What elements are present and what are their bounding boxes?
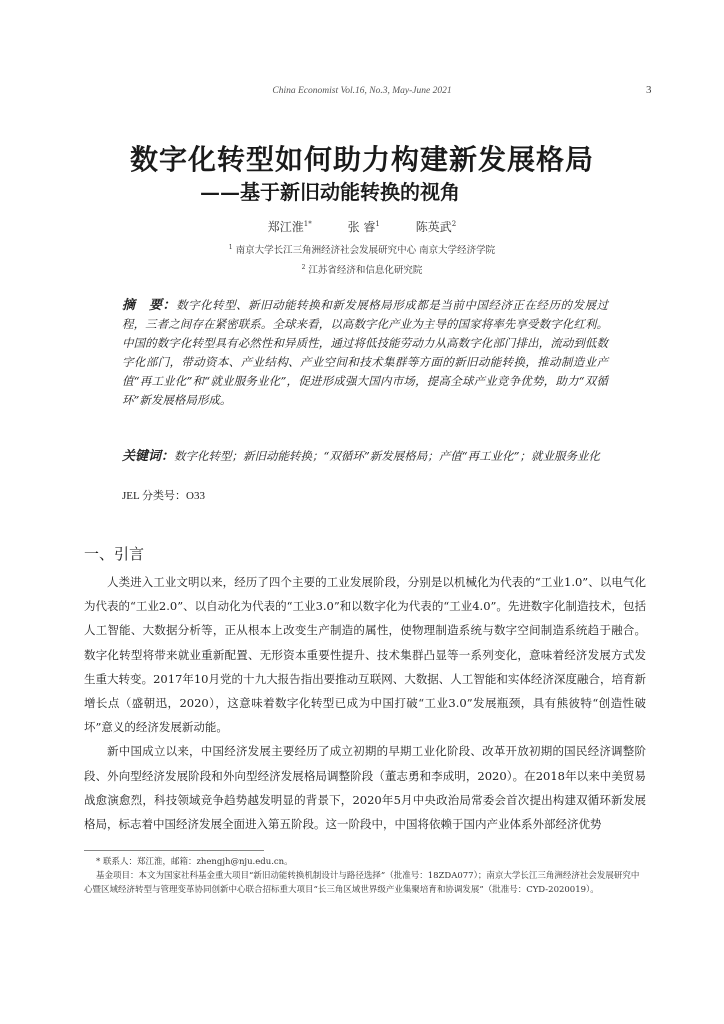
author-list [0, 218, 724, 235]
page-number: 3 [646, 84, 652, 96]
keywords [122, 447, 608, 466]
affiliation-text: 南京大学长江三角洲经济社会发展研究中心 南京大学经济学院 [235, 245, 496, 256]
abstract [122, 296, 608, 410]
abstract-label: 摘 要： [122, 298, 177, 313]
keywords-text: 数字化转型；新旧动能转换；“双循环”新发展格局；产值“再工业化”；就业服务业化 [174, 449, 601, 463]
paragraph: 新中国成立以来，中国经济发展主要经历了成立初期的早期工业化阶段、改革开放初期的国民经济调整阶段、外向型经济发展阶段和外向型经济发展格局调整阶段（董志勇和李成明，2020）。在2018年以来中美贸易战愈演愈烈，科技领域竞争趋势越发明显的背景下，2020年5月中央政治局常委会首次提出构建双循环新发展格局，标志着中国经济发展全面进入第五阶段。这一阶段中，中国将依赖于国内产业体系外部经济优势 [84, 744, 646, 832]
author-name: 张 睿 [347, 220, 376, 234]
running-head: China Economist Vol.16, No.3, May-June 2021 [272, 86, 452, 96]
paragraph: 人类进入工业文明以来，经历了四个主要的工业发展阶段，分别是以机械化为代表的“工业1.0”、以电气化为代表的“工业2.0”、以自动化为代表的“工业3.0”和以数字化为代表的“工业4.0”。先进数字化制造技术，包括人工智能、大数据分析等，正从根本上改变生产制造的属性，使物理制造系统与数字空间制造系统趋于融合。数字化转型将带来就业重新配置、无形资本重要性提升、技术集群凸显等一系列变化，意味着经济发展方式发生重大转变。2017年10月党的十九大报告指出要推动互联网、大数据、人工智能和实体经济深度融合，培育新增长点（盛朝迅，2020），这意味着数字化转型已成为中国打破“工业3.0”发展瓶颈，具有熊彼特“创造性破坏”意义的经济发展新动能。 [84, 575, 646, 735]
author-name: 陈英武 [415, 220, 452, 234]
affiliation-sup: 1 [228, 243, 233, 251]
author-sup: 1 [375, 220, 380, 228]
author [416, 220, 456, 234]
affiliation-text: 江苏省经济和信息化研究院 [308, 265, 423, 276]
paper-subtitle: ——基于新旧动能转换的视角 [200, 180, 460, 204]
footnote-divider [84, 850, 264, 851]
jel-code: JEL 分类号：O33 [122, 490, 206, 502]
author-sup: 2 [451, 220, 457, 228]
affiliation [0, 242, 724, 256]
author [348, 220, 380, 234]
abstract-text: 数字化转型、新旧动能转换和新发展格局形成都是当前中国经济正在经历的发展过程，三者之间存在紧密联系。全球来看，以高数字化产业为主导的国家将率先享受数字化红利。中国的数字化转型具有必然性和异质性，通过将低技能劳动力从高数字化部门排出，流动到低数字化部门，带动资本、产业结构、产业空间和技术集群等方面的新旧动能转换，推动制造业产值“再工业化”和“就业服务业化”，促进形成强大国内市场，提高全球产业竞争优势，助力“双循环”新发展格局形成。 [122, 298, 608, 407]
footnote: 基金项目：本文为国家社科基金重大项目“新旧动能转换机制设计与路径选择”（批准号：18ZDA077）；南京大学长江三角洲经济社会发展研究中心暨区域经济转型与管理变革协同创新中心联合招标重大项目“长三角区域世界级产业集聚培育和协调发展”（批准号：CYD-2020019）。 [84, 871, 640, 895]
author-name: 郑江淮 [267, 220, 304, 234]
paper-title: 数字化转型如何助力构建新发展格局 [129, 143, 594, 176]
affiliation [0, 262, 724, 276]
footnotes [84, 855, 646, 897]
body-text [84, 570, 646, 836]
keywords-label: 关键词： [122, 449, 175, 464]
affiliation-sup: 2 [301, 263, 306, 271]
footnote: * 联系人：郑江淮，邮箱：zhengjh@nju.edu.cn。 [96, 857, 293, 867]
author-sup: 1* [303, 220, 312, 228]
author [268, 220, 312, 234]
section-heading: 一、引言 [84, 545, 145, 563]
